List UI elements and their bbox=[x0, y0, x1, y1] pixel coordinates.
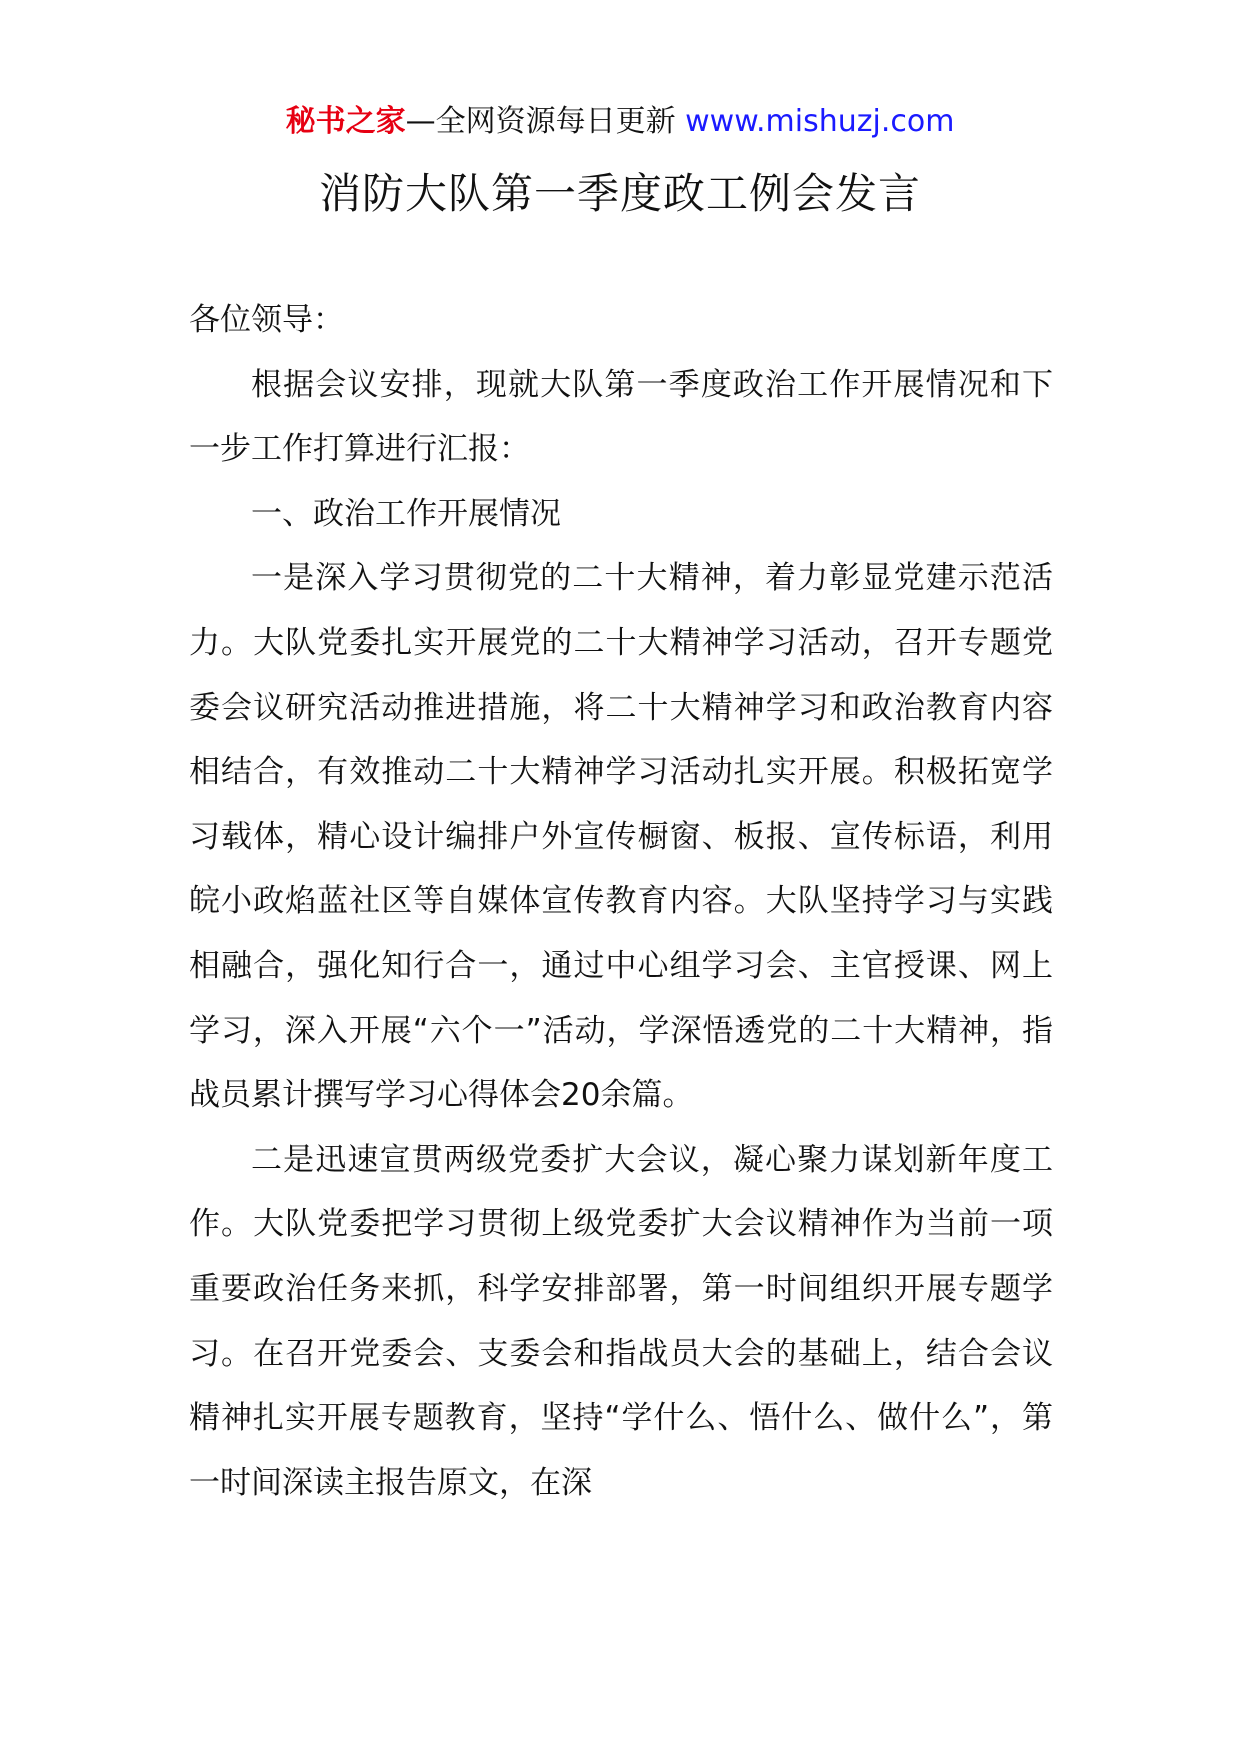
section-heading: 一、政治工作开展情况 bbox=[251, 495, 561, 532]
document-body bbox=[189, 288, 1053, 1515]
header-tagline: —全网资源每日更新 bbox=[405, 104, 686, 139]
site-url-link[interactable]: www.mishuzj.com bbox=[685, 104, 955, 139]
document-title: 消防大队第一季度政工例会发言 bbox=[318, 169, 921, 218]
salutation: 各位领导： bbox=[189, 302, 344, 338]
site-header bbox=[0, 102, 1240, 142]
brand-name: 秘书之家 bbox=[285, 104, 406, 139]
body-paragraph: 一是深入学习贯彻党的二十大精神，着力彰显党建示范活力。大队党委扎实开展党的二十大精神学习活动，召开专题党委会议研究活动推进措施，将二十大精神学习和政治教育内容相结合，有效推动二十大精神学习活动扎实开展。积极拓宽学习载体，精心设计编排户外宣传橱窗、板报、宣传标语，利用皖小政焰蓝社区等自媒体宣传教育内容。大队坚持学习与实践相融合，强化知行合一，通过中心组学习会、主官授课、网上学习，深入开展“六个一”活动，学深悟透党的二十大精神，指战员累计撰写学习心得体会20余篇。 bbox=[189, 560, 1053, 1114]
body-paragraph: 二是迅速宣贯两级党委扩大会议，凝心聚力谋划新年度工作。大队党委把学习贯彻上级党委扩大会议精神作为当前一项重要政治任务来抓，科学安排部署，第一时间组织开展专题学习。在召开党委会、支委会和指战员大会的基础上，结合会议精神扎实开展专题教育，坚持“学什么、悟什么、做什么”，第一时间深读主报告原文，在深 bbox=[189, 1141, 1053, 1501]
intro-paragraph: 根据会议安排，现就大队第一季度政治工作开展情况和下一步工作打算进行汇报： bbox=[189, 366, 1053, 468]
